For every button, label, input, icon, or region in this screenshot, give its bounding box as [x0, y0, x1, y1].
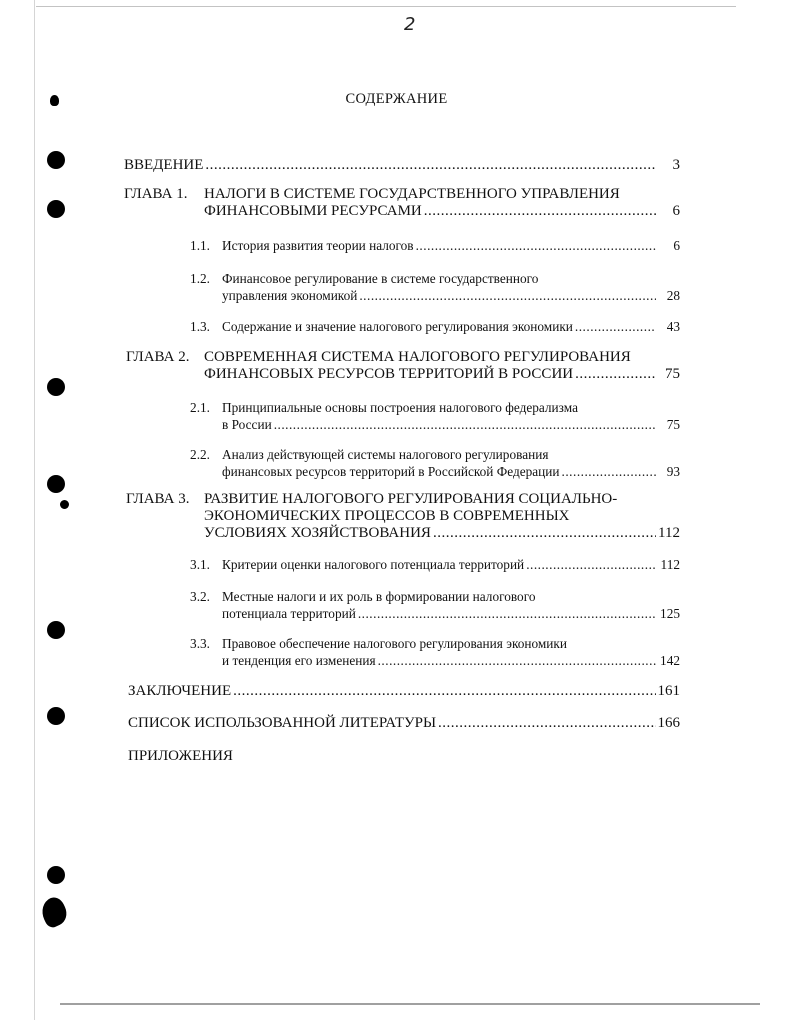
toc-chapter-1 [124, 186, 680, 220]
section-title-line: Анализ действующей системы налогового регулирования [222, 447, 549, 462]
punch-hole [47, 200, 65, 218]
handwritten-page-number: 2 [404, 14, 416, 35]
section-number: 2.2. [190, 447, 210, 462]
toc-page-number: 28 [666, 288, 680, 303]
toc-page-number: 142 [660, 653, 680, 668]
dot-leader [233, 683, 655, 700]
dot-leader [424, 203, 656, 220]
toc-entry-label: СПИСОК ИСПОЛЬЗОВАННОЙ ЛИТЕРАТУРЫ [128, 715, 437, 731]
toc-page-number: 166 [657, 715, 680, 731]
toc-page-number: 3 [672, 157, 680, 173]
dot-leader [274, 416, 656, 433]
toc-page-number: 75 [666, 417, 680, 432]
bottom-scan-edge [60, 1003, 760, 1005]
toc-section-3-3 [186, 635, 680, 669]
chapter-title-line: НАЛОГИ В СИСТЕМЕ ГОСУДАРСТВЕННОГО УПРАВЛЕНИЯ [204, 186, 620, 202]
dot-leader [205, 157, 656, 174]
toc-page-number: 93 [666, 464, 680, 479]
dot-leader [416, 237, 656, 254]
punch-hole [60, 500, 69, 509]
dot-leader [575, 366, 656, 383]
dot-leader [575, 318, 656, 335]
dot-leader [526, 556, 656, 573]
toc-entry-label: ПРИЛОЖЕНИЯ [128, 748, 233, 764]
section-title-line: Принципиальные основы построения налогового федерализма [222, 400, 578, 415]
toc-entry-appendix [128, 748, 680, 765]
toc-page-number: 43 [666, 319, 680, 334]
toc-section-2-2 [186, 446, 680, 480]
toc-section-1-3 [186, 318, 680, 335]
toc-chapter-2 [126, 349, 680, 383]
section-title-line: потенциала территорий [222, 606, 356, 621]
toc-section-1-1 [186, 237, 680, 254]
section-number: 3.1. [190, 557, 210, 572]
punch-hole [47, 378, 65, 396]
toc-section-1-2 [186, 270, 680, 304]
toc-section-2-1 [186, 399, 680, 433]
toc-page-number: 6 [672, 203, 680, 219]
section-number: 2.1. [190, 400, 210, 415]
section-title-line: в России [222, 417, 272, 432]
top-scan-edge [36, 6, 736, 7]
toc-page-number: 6 [673, 238, 680, 253]
punch-hole [47, 475, 65, 493]
section-title-line: Финансовое регулирование в системе государственного [222, 271, 539, 286]
toc-entry-conclusion [128, 683, 680, 700]
dot-leader [438, 715, 655, 732]
section-title-line: Содержание и значение налогового регулирования экономики [222, 319, 573, 334]
section-title-line: управления экономикой [222, 288, 358, 303]
toc-section-3-1 [186, 556, 680, 573]
toc-page-number: 112 [660, 557, 680, 572]
toc-page-number: 125 [660, 606, 680, 621]
chapter-label: ГЛАВА 2. [126, 349, 190, 365]
dot-leader [562, 463, 656, 480]
chapter-title-line: СОВРЕМЕННАЯ СИСТЕМА НАЛОГОВОГО РЕГУЛИРОВАНИЯ [204, 349, 631, 365]
chapter-label: ГЛАВА 1. [124, 186, 188, 202]
toc-entry-intro [124, 157, 680, 174]
section-number: 1.2. [190, 271, 210, 286]
page-title: СОДЕРЖАНИЕ [345, 91, 448, 107]
section-number: 3.2. [190, 589, 210, 604]
chapter-title-line: ЭКОНОМИЧЕСКИХ ПРОЦЕССОВ В СОВРЕМЕННЫХ [204, 508, 570, 524]
left-scan-edge [34, 0, 35, 1020]
toc-page-number: 112 [658, 525, 680, 541]
toc-entry-label: ЗАКЛЮЧЕНИЕ [128, 683, 232, 699]
toc-page-number: 161 [657, 683, 680, 699]
chapter-title-line: ФИНАНСОВЫХ РЕСУРСОВ ТЕРРИТОРИЙ В РОССИИ [204, 366, 574, 382]
chapter-label: ГЛАВА 3. [126, 491, 190, 507]
punch-hole [47, 621, 65, 639]
section-title-line: Правовое обеспечение налогового регулирования экономики [222, 636, 567, 651]
chapter-title-line: ФИНАНСОВЫМИ РЕСУРСАМИ [204, 203, 422, 219]
toc-section-3-2 [186, 588, 680, 622]
dot-leader [433, 525, 656, 542]
dot-leader [358, 605, 656, 622]
toc-chapter-3 [126, 491, 680, 542]
punch-hole [47, 866, 65, 884]
section-title-line: и тенденция его изменения [222, 653, 376, 668]
section-title-line: Местные налоги и их роль в формировании налогового [222, 589, 536, 604]
section-number: 1.3. [190, 319, 210, 334]
dot-leader [359, 287, 656, 304]
section-number: 3.3. [190, 636, 210, 651]
punch-hole [37, 894, 71, 930]
punch-hole [47, 707, 65, 725]
section-number: 1.1. [190, 238, 210, 253]
punch-hole [47, 151, 65, 169]
section-title-line: История развития теории налогов [222, 238, 414, 253]
section-title-line: Критерии оценки налогового потенциала территорий [222, 557, 525, 572]
dot-leader [378, 652, 656, 669]
toc-page-number: 75 [665, 366, 680, 382]
chapter-title-line: РАЗВИТИЕ НАЛОГОВОГО РЕГУЛИРОВАНИЯ СОЦИАЛЬНО- [204, 491, 618, 507]
chapter-title-line: УСЛОВИЯХ ХОЗЯЙСТВОВАНИЯ [204, 525, 431, 541]
section-title-line: финансовых ресурсов территорий в Российской Федерации [222, 464, 560, 479]
toc-entry-label: ВВЕДЕНИЕ [124, 157, 204, 173]
toc-entry-bibliography [128, 715, 680, 732]
